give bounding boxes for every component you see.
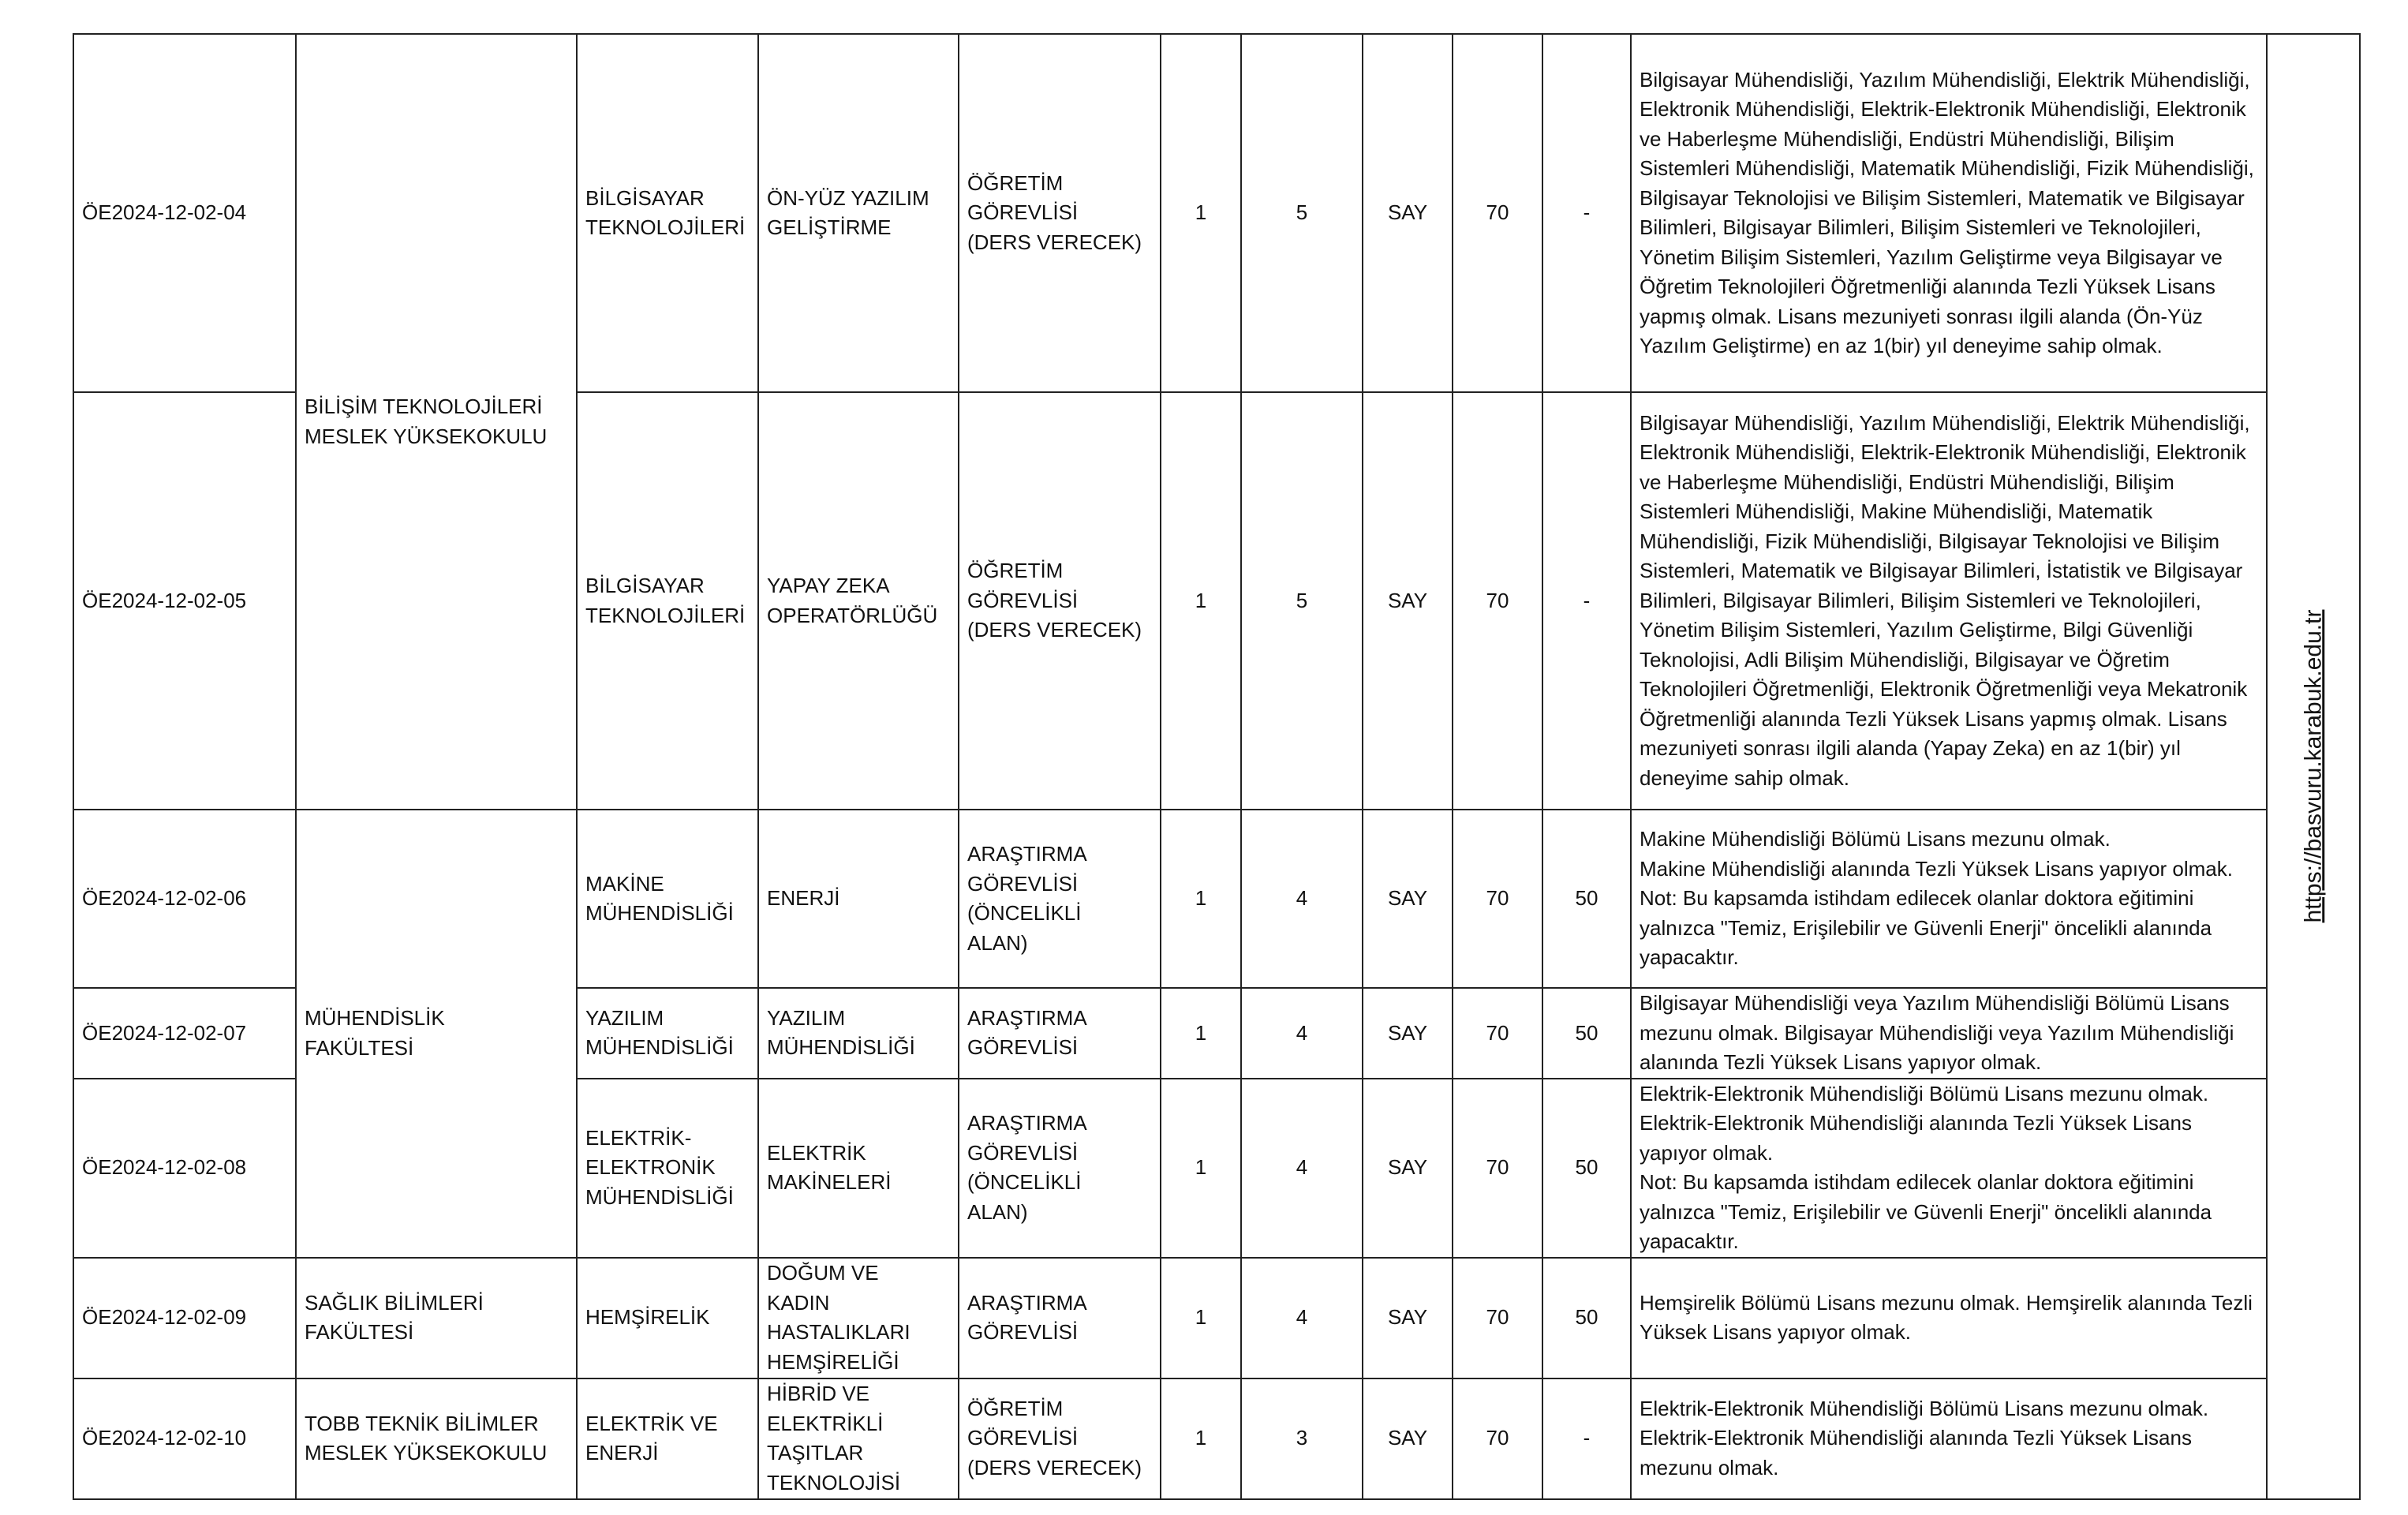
program-name: HİBRİD VE ELEKTRİKLİ TAŞITLAR TEKNOLOJİSİ: [758, 1378, 959, 1499]
staff-title: ARAŞTIRMA GÖREVLİSİ (ÖNCELİKLİ ALAN): [959, 810, 1161, 988]
degree-level: 4: [1241, 1079, 1363, 1258]
foreign-language-score: 50: [1542, 1258, 1631, 1378]
score-type: SAY: [1363, 810, 1453, 988]
position-count: 1: [1161, 1079, 1241, 1258]
table-row: [73, 810, 2360, 988]
degree-level: 5: [1241, 392, 1363, 810]
degree-level: 4: [1241, 1258, 1363, 1378]
table-row: [73, 34, 2360, 392]
ales-score: 70: [1453, 1258, 1542, 1378]
requirements-text: Hemşirelik Bölümü Lisans mezunu olmak. Hemşirelik alanında Tezli Yüksek Lisans yapıyor olmak.: [1631, 1258, 2267, 1378]
program-name: DOĞUM VE KADIN HASTALIKLARI HEMŞİRELİĞİ: [758, 1258, 959, 1378]
program-name: YAPAY ZEKA OPERATÖRLÜĞÜ: [758, 392, 959, 810]
unit-name: MÜHENDİSLİK FAKÜLTESİ: [296, 810, 577, 1258]
position-count: 1: [1161, 392, 1241, 810]
ales-score: 70: [1453, 392, 1542, 810]
department-name: ELEKTRİK- ELEKTRONİK MÜHENDİSLİĞİ: [577, 1079, 758, 1258]
ales-score: 70: [1453, 988, 1542, 1079]
score-type: SAY: [1363, 1378, 1453, 1499]
position-code: ÖE2024-12-02-10: [73, 1378, 296, 1499]
position-code: ÖE2024-12-02-06: [73, 810, 296, 988]
requirements-text: Makine Mühendisliği Bölümü Lisans mezunu olmak. Makine Mühendisliği alanında Tezli Yüksek Lisans yapıyor olmak. Not: Bu kapsamda istihdam edilecek olanlar doktora eğitimini yalnızca "Temiz, Erişilebilir ve Güvenli Enerji" öncelikli alanında yapacaktır.: [1631, 810, 2267, 988]
position-count: 1: [1161, 988, 1241, 1079]
ales-score: 70: [1453, 810, 1542, 988]
table-row: [73, 1378, 2360, 1499]
department-name: YAZILIM MÜHENDİSLİĞİ: [577, 988, 758, 1079]
foreign-language-score: -: [1542, 34, 1631, 392]
requirements-text: Bilgisayar Mühendisliği veya Yazılım Mühendisliği Bölümü Lisans mezunu olmak. Bilgisayar Mühendisliği veya Yazılım Mühendisliği alanında Tezli Yüksek Lisans yapıyor olmak.: [1631, 988, 2267, 1079]
requirements-text: Bilgisayar Mühendisliği, Yazılım Mühendisliği, Elektrik Mühendisliği, Elektronik Mühendisliği, Elektrik-Elektronik Mühendisliği, Elektronik ve Haberleşme Mühendisliği, Endüstri Mühendisliği, Bilişim Sistemleri Mühendisliği, Matematik Mühendisliği, Fizik Mühendisliği, Bilgisayar Teknolojisi ve Bilişim Sistemleri, Matematik ve Bilgisayar Bilimleri, Bilgisayar Bilimleri, Bilişim Sistemleri ve Teknolojileri, Yönetim Bilişim Sistemleri, Yazılım Geliştirme veya Bilgisayar ve Öğretim Teknolojileri Öğretmenliği alanında Tezli Yüksek Lisans yapmış olmak. Lisans mezuniyeti sonrası ilgili alanda (Ön-Yüz Yazılım Geliştirme) en az 1(bir) yıl deneyime sahip olmak.: [1631, 34, 2267, 392]
score-type: SAY: [1363, 392, 1453, 810]
position-count: 1: [1161, 1258, 1241, 1378]
position-code: ÖE2024-12-02-05: [73, 392, 296, 810]
score-type: SAY: [1363, 34, 1453, 392]
score-type: SAY: [1363, 988, 1453, 1079]
score-type: SAY: [1363, 1079, 1453, 1258]
ales-score: 70: [1453, 1079, 1542, 1258]
unit-name: SAĞLIK BİLİMLERİ FAKÜLTESİ: [296, 1258, 577, 1378]
position-code: ÖE2024-12-02-07: [73, 988, 296, 1079]
foreign-language-score: -: [1542, 1378, 1631, 1499]
unit-name: BİLİŞİM TEKNOLOJİLERİ MESLEK YÜKSEKOKULU: [296, 34, 577, 810]
position-code: ÖE2024-12-02-04: [73, 34, 296, 392]
program-name: YAZILIM MÜHENDİSLİĞİ: [758, 988, 959, 1079]
program-name: ÖN-YÜZ YAZILIM GELİŞTİRME: [758, 34, 959, 392]
foreign-language-score: 50: [1542, 1079, 1631, 1258]
ales-score: 70: [1453, 34, 1542, 392]
unit-name: TOBB TEKNİK BİLİMLER MESLEK YÜKSEKOKULU: [296, 1378, 577, 1499]
department-name: MAKİNE MÜHENDİSLİĞİ: [577, 810, 758, 988]
document-sheet: [73, 33, 2408, 1500]
staff-title: ARAŞTIRMA GÖREVLİSİ (ÖNCELİKLİ ALAN): [959, 1079, 1161, 1258]
position-code: ÖE2024-12-02-09: [73, 1258, 296, 1378]
foreign-language-score: 50: [1542, 810, 1631, 988]
staff-title: ÖĞRETİM GÖREVLİSİ (DERS VERECEK): [959, 1378, 1161, 1499]
requirements-text: Elektrik-Elektronik Mühendisliği Bölümü Lisans mezunu olmak. Elektrik-Elektronik Mühendisliği alanında Tezli Yüksek Lisans yapıyor olmak. Not: Bu kapsamda istihdam edilecek olanlar doktora eğitimini yalnızca "Temiz, Erişilebilir ve Güvenli Enerji" öncelikli alanında yapacaktır.: [1631, 1079, 2267, 1258]
foreign-language-score: -: [1542, 392, 1631, 810]
position-count: 1: [1161, 34, 1241, 392]
score-type: SAY: [1363, 1258, 1453, 1378]
position-count: 1: [1161, 1378, 1241, 1499]
staff-title: ÖĞRETİM GÖREVLİSİ (DERS VERECEK): [959, 34, 1161, 392]
staff-title: ÖĞRETİM GÖREVLİSİ (DERS VERECEK): [959, 392, 1161, 810]
foreign-language-score: 50: [1542, 988, 1631, 1079]
requirements-text: Elektrik-Elektronik Mühendisliği Bölümü Lisans mezunu olmak. Elektrik-Elektronik Mühendisliği alanında Tezli Yüksek Lisans mezunu olmak.: [1631, 1378, 2267, 1499]
department-name: BİLGİSAYAR TEKNOLOJİLERİ: [577, 34, 758, 392]
application-link[interactable]: https://basvuru.karabuk.edu.tr: [2300, 609, 2327, 923]
degree-level: 4: [1241, 988, 1363, 1079]
program-name: ELEKTRİK MAKİNELERİ: [758, 1079, 959, 1258]
degree-level: 5: [1241, 34, 1363, 392]
department-name: HEMŞİRELİK: [577, 1258, 758, 1378]
staff-title: ARAŞTIRMA GÖREVLİSİ: [959, 988, 1161, 1079]
degree-level: 4: [1241, 810, 1363, 988]
department-name: BİLGİSAYAR TEKNOLOJİLERİ: [577, 392, 758, 810]
staff-title: ARAŞTIRMA GÖREVLİSİ: [959, 1258, 1161, 1378]
degree-level: 3: [1241, 1378, 1363, 1499]
requirements-text: Bilgisayar Mühendisliği, Yazılım Mühendisliği, Elektrik Mühendisliği, Elektronik Mühendisliği, Elektrik-Elektronik Mühendisliği, Elektronik ve Haberleşme Mühendisliği, Endüstri Mühendisliği, Bilişim Sistemleri Mühendisliği, Makine Mühendisliği, Matematik Mühendisliği, Fizik Mühendisliği, Bilgisayar Teknolojisi ve Bilişim Sistemleri, Matematik ve Bilgisayar Bilimleri, İstatistik ve Bilgisayar Bilimleri, Bilgisayar Bilimleri, Bilişim Sistemleri ve Teknolojileri, Yönetim Bilişim Sistemleri, Yazılım Geliştirme, Bilgi Güvenliği Teknolojisi, Adli Bilişim Mühendisliği, Bilgisayar ve Öğretim Teknolojileri Öğretmenliği, Elektronik Öğretmenliği veya Mekatronik Öğretmenliği alanında Tezli Yüksek Lisans yapmış olmak. Lisans mezuniyeti sonrası ilgili alanda (Yapay Zeka) en az 1(bir) yıl deneyime sahip olmak.: [1631, 392, 2267, 810]
department-name: ELEKTRİK VE ENERJİ: [577, 1378, 758, 1499]
table-row: [73, 1258, 2360, 1378]
position-count: 1: [1161, 810, 1241, 988]
position-code: ÖE2024-12-02-08: [73, 1079, 296, 1258]
program-name: ENERJİ: [758, 810, 959, 988]
positions-table: [73, 33, 2361, 1500]
side-margin: [2267, 34, 2360, 1499]
ales-score: 70: [1453, 1378, 1542, 1499]
